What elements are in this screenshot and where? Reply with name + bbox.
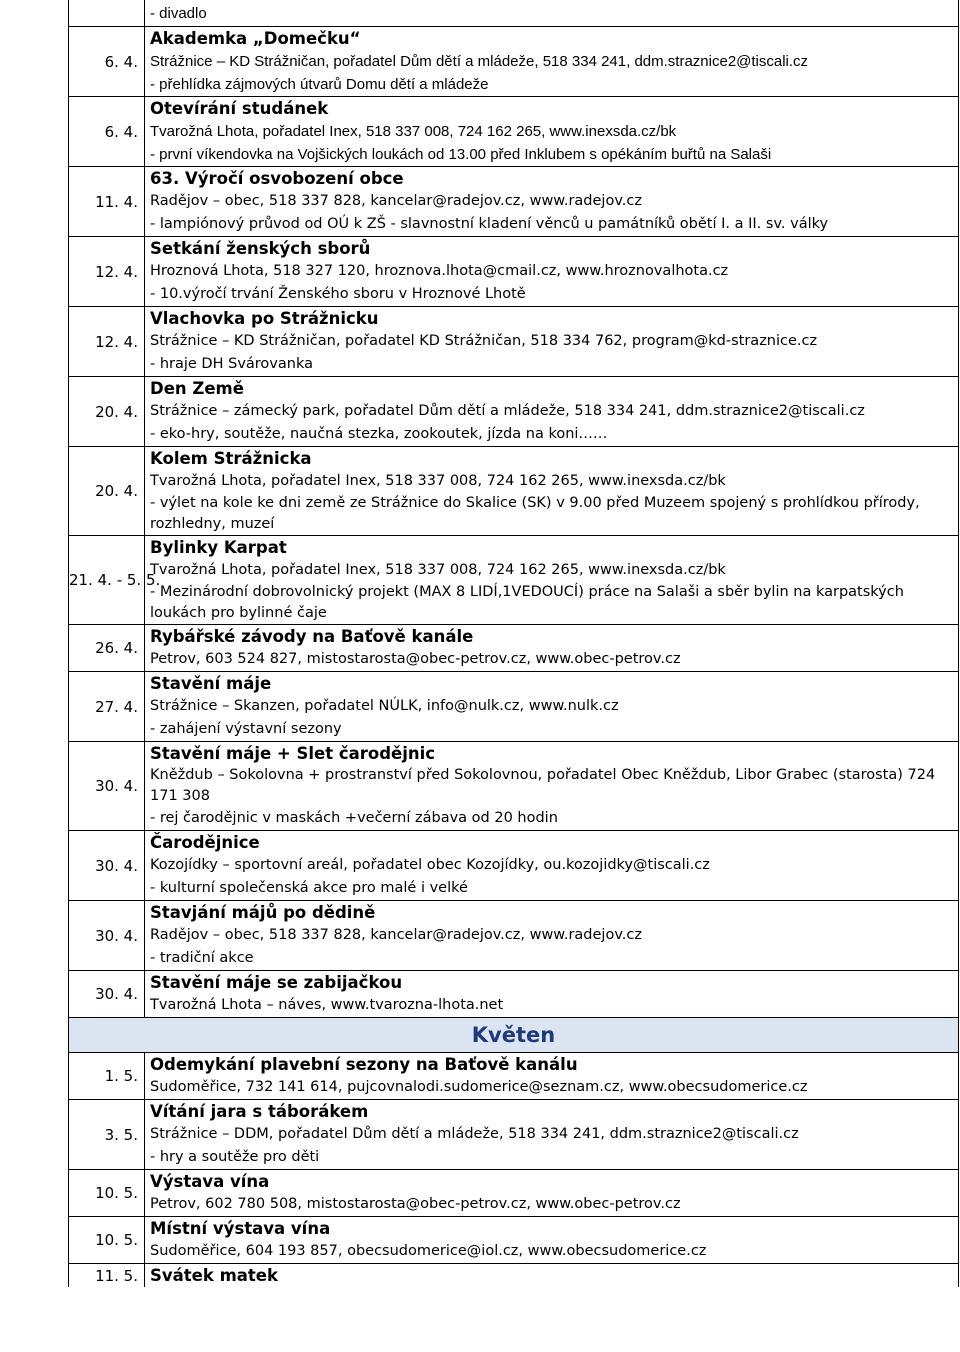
event-title: Místní výstava vína bbox=[150, 1219, 331, 1238]
table-row bbox=[69, 97, 959, 167]
event-detail: Tvarožná Lhota – náves, www.tvarozna-lhota.net bbox=[150, 997, 504, 1013]
table-row bbox=[69, 237, 959, 307]
event-title: Stavjání májů po dědině bbox=[150, 903, 376, 922]
event-detail: Kněždub – Sokolovna + prostranství před Sokolovnou, pořadatel Obec Kněždub, Libor Grabec (starosta) 724 171 308 bbox=[150, 767, 936, 804]
event-title: Otevírání studánek bbox=[150, 99, 329, 118]
event-title: Rybářské závody na Baťově kanále bbox=[150, 627, 474, 646]
event-date: 27. 4. bbox=[69, 672, 145, 742]
event-cell bbox=[145, 377, 959, 447]
table-row bbox=[69, 27, 959, 97]
event-detail: Tvarožná Lhota, pořadatel Inex, 518 337 008, 724 162 265, www.inexsda.cz/bk bbox=[150, 562, 726, 578]
date-cell bbox=[69, 0, 145, 27]
event-date: 30. 4. bbox=[69, 901, 145, 971]
event-cell bbox=[145, 742, 959, 831]
table-row bbox=[69, 901, 959, 971]
table-row bbox=[69, 1100, 959, 1170]
event-detail: Sudoměřice, 604 193 857, obecsudomerice@iol.cz, www.obecsudomerice.cz bbox=[150, 1243, 707, 1259]
event-date: 6. 4. bbox=[69, 97, 145, 167]
table-row bbox=[69, 742, 959, 831]
event-title: Kolem Strážnicka bbox=[150, 449, 312, 468]
event-detail: Tvarožná Lhota, pořadatel Inex, 518 337 008, 724 162 265, www.inexsda.cz/bk bbox=[150, 473, 726, 489]
event-detail: Radějov – obec, 518 337 828, kancelar@radejov.cz, www.radejov.cz bbox=[150, 193, 642, 209]
event-detail: - zahájení výstavní sezony bbox=[150, 721, 342, 737]
event-date: 10. 5. bbox=[69, 1170, 145, 1217]
event-title: Vlachovka po Strážnicku bbox=[150, 309, 379, 328]
event-cell bbox=[145, 97, 959, 167]
event-date: 10. 5. bbox=[69, 1217, 145, 1264]
event-detail: Sudoměřice, 732 141 614, pujcovnalodi.sudomerice@seznam.cz, www.obecsudomerice.cz bbox=[150, 1079, 808, 1095]
event-detail: Strážnice – Skanzen, pořadatel NÚLK, info@nulk.cz, www.nulk.cz bbox=[150, 698, 619, 714]
table-row bbox=[69, 625, 959, 672]
table-row bbox=[69, 1053, 959, 1100]
event-detail: Kozojídky – sportovní areál, pořadatel obec Kozojídky, ou.kozojidky@tiscali.cz bbox=[150, 857, 710, 873]
event-date: 1. 5. bbox=[69, 1053, 145, 1100]
event-detail: - hry a soutěže pro děti bbox=[150, 1149, 320, 1165]
table-row bbox=[69, 447, 959, 536]
event-date: 21. 4. - 5. 5. bbox=[69, 536, 145, 625]
event-detail: - tradiční akce bbox=[150, 950, 254, 966]
event-date: 20. 4. bbox=[69, 377, 145, 447]
event-title: 63. Výročí osvobození obce bbox=[150, 169, 404, 188]
event-title: Stavění máje + Slet čarodějnic bbox=[150, 744, 436, 763]
table-row bbox=[69, 1217, 959, 1264]
event-title: Svátek matek bbox=[150, 1266, 278, 1285]
table-row bbox=[69, 0, 959, 27]
month-header-cell bbox=[69, 1018, 959, 1053]
event-date: 26. 4. bbox=[69, 625, 145, 672]
table-row bbox=[69, 1170, 959, 1217]
event-date: 12. 4. bbox=[69, 237, 145, 307]
event-detail: Strážnice – DDM, pořadatel Dům dětí a mládeže, 518 334 241, ddm.straznice2@tiscali.cz bbox=[150, 1126, 799, 1142]
event-detail: - kulturní společenská akce pro malé i velké bbox=[150, 880, 468, 896]
month-label: Květen bbox=[471, 1023, 556, 1047]
event-cell bbox=[145, 971, 959, 1018]
event-detail: - Mezinárodní dobrovolnický projekt (MAX 8 LIDÍ,1VEDOUCÍ) práce na Salaši a sběr bylin na karpatských loukách pro bylinné čaje bbox=[150, 584, 904, 621]
table-row bbox=[69, 167, 959, 237]
table-row bbox=[69, 307, 959, 377]
event-title: Bylinky Karpat bbox=[150, 538, 287, 557]
event-title: Setkání ženských sborů bbox=[150, 239, 371, 258]
event-date: 20. 4. bbox=[69, 447, 145, 536]
event-cell bbox=[145, 167, 959, 237]
event-detail: - první víkendovka na Vojšických loukách od 13.00 před Inklubem s opékáním buřtů na Salaši bbox=[150, 146, 772, 163]
event-title: Odemykání plavební sezony na Baťově kanálu bbox=[150, 1055, 578, 1074]
table-row bbox=[69, 1264, 959, 1288]
event-detail: Strážnice – KD Strážničan, pořadatel Dům dětí a mládeže, 518 334 241, ddm.straznice2@tiscali.cz bbox=[150, 53, 809, 70]
event-date: 30. 4. bbox=[69, 831, 145, 901]
event-cell bbox=[145, 536, 959, 625]
event-cell bbox=[145, 1100, 959, 1170]
month-header-row bbox=[69, 1018, 959, 1053]
event-detail: Petrov, 602 780 508, mistostarosta@obec-petrov.cz, www.obec-petrov.cz bbox=[150, 1196, 681, 1212]
table-row bbox=[69, 971, 959, 1018]
event-detail: - 10.výročí trvání Ženského sboru v Hroznové Lhotě bbox=[150, 286, 526, 302]
event-date: 30. 4. bbox=[69, 971, 145, 1018]
event-title: Výstava vína bbox=[150, 1172, 270, 1191]
event-detail: Radějov – obec, 518 337 828, kancelar@radejov.cz, www.radejov.cz bbox=[150, 927, 642, 943]
event-title: Stavění máje bbox=[150, 674, 272, 693]
event-detail: Petrov, 603 524 827, mistostarosta@obec-petrov.cz, www.obec-petrov.cz bbox=[150, 651, 681, 667]
event-date: 3. 5. bbox=[69, 1100, 145, 1170]
event-detail: Strážnice – KD Strážničan, pořadatel KD Strážničan, 518 334 762, program@kd-straznice.cz bbox=[150, 333, 818, 349]
event-date: 30. 4. bbox=[69, 742, 145, 831]
event-detail: Hroznová Lhota, 518 327 120, hroznova.lhota@cmail.cz, www.hroznovalhota.cz bbox=[150, 263, 729, 279]
event-title: Vítání jara s táborákem bbox=[150, 1102, 369, 1121]
event-detail: - rej čarodějnic v maskách +večerní zábava od 20 hodin bbox=[150, 810, 558, 826]
event-cell bbox=[145, 307, 959, 377]
event-date: 11. 5. bbox=[69, 1264, 145, 1288]
event-cell bbox=[145, 831, 959, 901]
table-row bbox=[69, 672, 959, 742]
event-detail: - výlet na kole ke dni země ze Strážnice do Skalice (SK) v 9.00 před Muzeem spojený s prohlídkou přírody, rozhledny, muzeí bbox=[150, 495, 920, 532]
event-detail: - lampiónový průvod od OÚ k ZŠ - slavnostní kladení věnců u památníků obětí I. a II. sv. války bbox=[150, 216, 829, 232]
event-cell bbox=[145, 237, 959, 307]
event-cell bbox=[145, 447, 959, 536]
event-detail: Strážnice – zámecký park, pořadatel Dům dětí a mládeže, 518 334 241, ddm.straznice2@tiscali.cz bbox=[150, 403, 865, 419]
event-cell bbox=[145, 1053, 959, 1100]
events-table bbox=[68, 0, 959, 1287]
event-cell bbox=[145, 0, 959, 27]
event-cell bbox=[145, 1170, 959, 1217]
event-detail: - hraje DH Svárovanka bbox=[150, 356, 313, 372]
event-title: Akademka „Domečku“ bbox=[150, 29, 361, 48]
event-date: 11. 4. bbox=[69, 167, 145, 237]
event-date: 12. 4. bbox=[69, 307, 145, 377]
event-cell bbox=[145, 1217, 959, 1264]
table-row bbox=[69, 536, 959, 625]
event-detail: - divadlo bbox=[150, 4, 207, 22]
event-title: Stavění máje se zabijačkou bbox=[150, 973, 403, 992]
event-cell bbox=[145, 27, 959, 97]
table-row bbox=[69, 377, 959, 447]
event-title: Den Země bbox=[150, 379, 244, 398]
event-cell bbox=[145, 1264, 959, 1288]
event-detail: Tvarožná Lhota, pořadatel Inex, 518 337 008, 724 162 265, www.inexsda.cz/bk bbox=[150, 123, 677, 140]
event-cell bbox=[145, 672, 959, 742]
event-title: Čarodějnice bbox=[150, 833, 260, 852]
event-detail: - eko-hry, soutěže, naučná stezka, zookoutek, jízda na koni…… bbox=[150, 426, 608, 442]
event-cell bbox=[145, 625, 959, 672]
table-row bbox=[69, 831, 959, 901]
event-date: 6. 4. bbox=[69, 27, 145, 97]
event-cell bbox=[145, 901, 959, 971]
event-detail: - přehlídka zájmových útvarů Domu dětí a mládeže bbox=[150, 76, 489, 93]
